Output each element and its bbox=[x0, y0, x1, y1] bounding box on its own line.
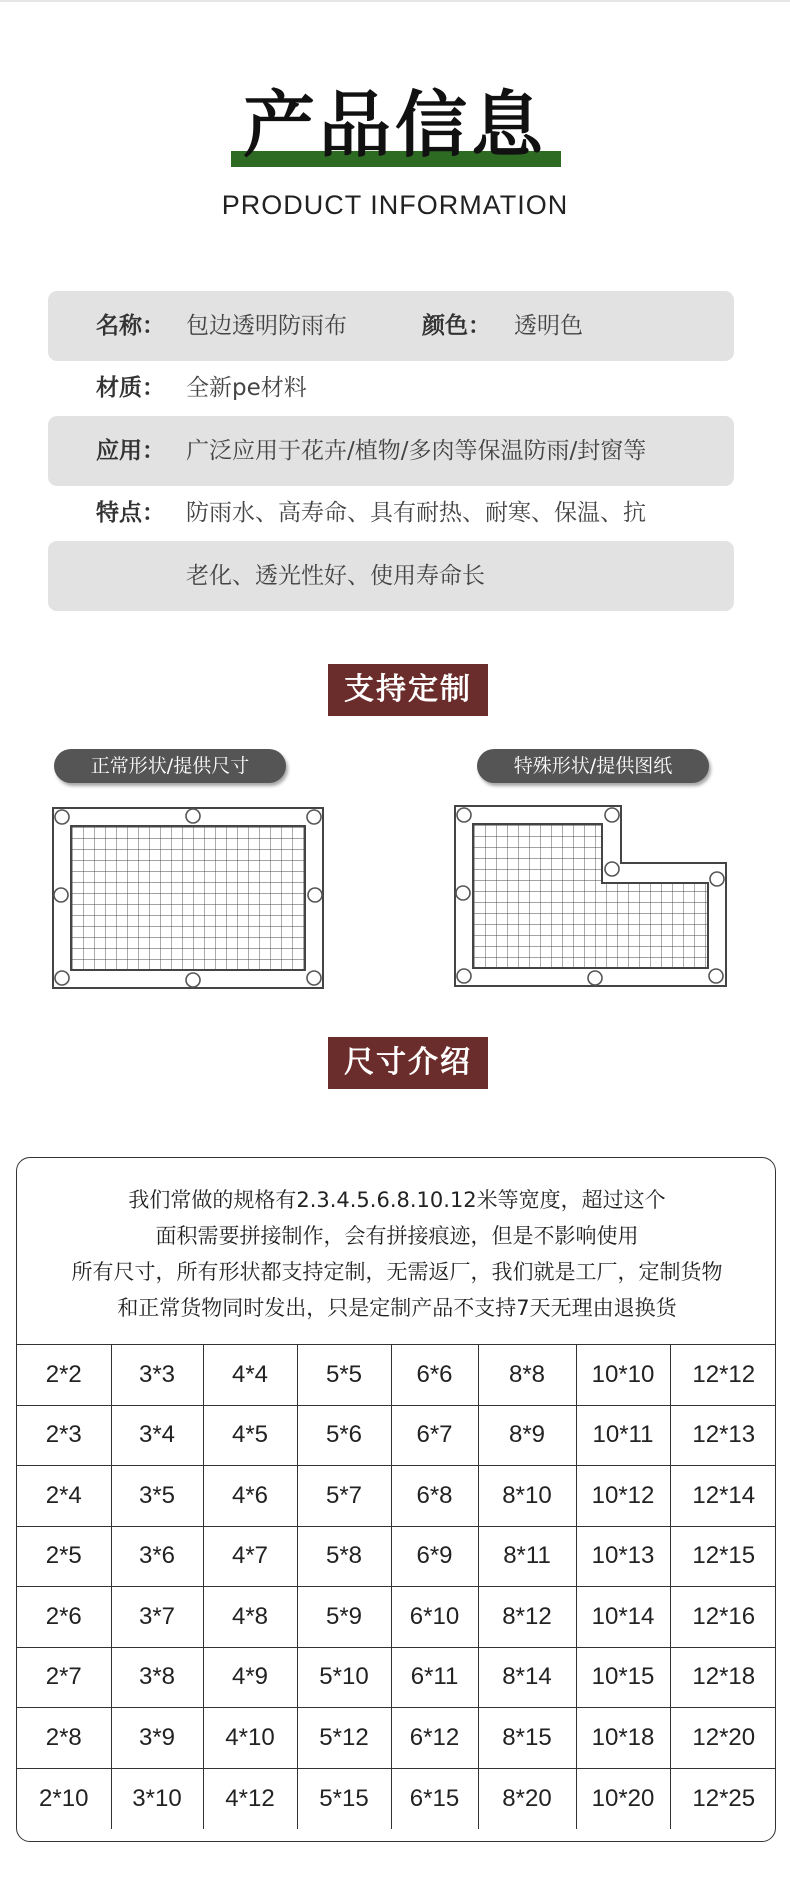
size-cell: 4*5 bbox=[203, 1405, 297, 1466]
sizes-badge: 尺寸介绍 bbox=[328, 1037, 488, 1089]
usage-label: 应用： bbox=[96, 438, 165, 464]
name-label: 名称： bbox=[96, 313, 165, 339]
size-cell: 6*8 bbox=[391, 1466, 478, 1527]
size-cell: 5*15 bbox=[297, 1768, 391, 1829]
size-cell: 8*14 bbox=[478, 1647, 576, 1708]
size-cell: 10*20 bbox=[576, 1768, 670, 1829]
page-title: 产品信息 bbox=[242, 83, 547, 167]
special-shape-label: 特殊形状/提供图纸 bbox=[477, 749, 709, 783]
size-note-line: 面积需要拼接制作，会有拼接痕迹，但是不影响使用 bbox=[155, 1224, 639, 1248]
table-row bbox=[17, 1526, 776, 1587]
usage-value: 广泛应用于花卉/植物/多肉等保温防雨/封窗等 bbox=[186, 438, 647, 464]
page-subtitle: PRODUCT INFORMATION bbox=[221, 190, 569, 220]
size-note-line: 和正常货物同时发出，只是定制产品不支持7天无理由退换货 bbox=[117, 1296, 677, 1320]
size-cell: 12*20 bbox=[670, 1708, 776, 1769]
size-cell: 5*5 bbox=[297, 1345, 391, 1406]
size-cell: 5*6 bbox=[297, 1405, 391, 1466]
size-cell: 3*7 bbox=[111, 1587, 203, 1648]
size-cell: 2*8 bbox=[17, 1708, 111, 1769]
size-cell: 4*6 bbox=[203, 1466, 297, 1527]
size-cell: 5*7 bbox=[297, 1466, 391, 1527]
name-value: 包边透明防雨布 bbox=[186, 313, 347, 339]
info-row-usage bbox=[48, 416, 734, 486]
size-cell: 4*8 bbox=[203, 1587, 297, 1648]
top-divider bbox=[0, 0, 790, 2]
size-cell: 10*15 bbox=[576, 1647, 670, 1708]
size-cell: 12*15 bbox=[670, 1526, 776, 1587]
size-cell: 2*6 bbox=[17, 1587, 111, 1648]
table-row bbox=[17, 1587, 776, 1648]
size-cell: 3*5 bbox=[111, 1466, 203, 1527]
size-note-line: 所有尺寸，所有形状都支持定制，无需返厂，我们就是工厂，定制货物 bbox=[71, 1260, 723, 1284]
size-cell: 12*25 bbox=[670, 1768, 776, 1829]
color-value: 透明色 bbox=[514, 313, 583, 339]
size-cell: 2*10 bbox=[17, 1768, 111, 1829]
size-cell: 10*12 bbox=[576, 1466, 670, 1527]
size-note-line: 我们常做的规格有2.3.4.5.6.8.10.12米等宽度，超过这个 bbox=[128, 1188, 666, 1212]
info-row-name-color bbox=[48, 291, 734, 361]
info-row-feature-cont bbox=[48, 541, 734, 611]
title-wrap bbox=[0, 80, 790, 170]
size-cell: 10*14 bbox=[576, 1587, 670, 1648]
size-cell: 12*16 bbox=[670, 1587, 776, 1648]
table-row bbox=[17, 1768, 776, 1829]
custom-badge: 支持定制 bbox=[328, 664, 488, 716]
size-cell: 2*2 bbox=[17, 1345, 111, 1406]
size-cell: 12*18 bbox=[670, 1647, 776, 1708]
size-cell: 6*12 bbox=[391, 1708, 478, 1769]
size-cell: 6*15 bbox=[391, 1768, 478, 1829]
size-cell: 10*11 bbox=[576, 1405, 670, 1466]
table-row bbox=[17, 1647, 776, 1708]
size-cell: 3*10 bbox=[111, 1768, 203, 1829]
info-row-feature bbox=[48, 478, 734, 548]
table-row bbox=[17, 1708, 776, 1769]
size-cell: 3*9 bbox=[111, 1708, 203, 1769]
size-cell: 8*9 bbox=[478, 1405, 576, 1466]
size-cell: 6*10 bbox=[391, 1587, 478, 1648]
size-cell: 5*10 bbox=[297, 1647, 391, 1708]
size-cell: 12*13 bbox=[670, 1405, 776, 1466]
size-cell: 4*4 bbox=[203, 1345, 297, 1406]
size-cell: 2*3 bbox=[17, 1405, 111, 1466]
size-cell: 12*14 bbox=[670, 1466, 776, 1527]
material-value: 全新pe材料 bbox=[186, 375, 307, 401]
size-cell: 10*18 bbox=[576, 1708, 670, 1769]
size-info-box bbox=[16, 1157, 776, 1842]
size-cell: 4*9 bbox=[203, 1647, 297, 1708]
size-cell: 5*12 bbox=[297, 1708, 391, 1769]
size-cell: 8*12 bbox=[478, 1587, 576, 1648]
size-cell: 4*12 bbox=[203, 1768, 297, 1829]
size-cell: 3*3 bbox=[111, 1345, 203, 1406]
size-cell: 3*6 bbox=[111, 1526, 203, 1587]
size-cell: 3*8 bbox=[111, 1647, 203, 1708]
feature-value-line2: 老化、透光性好、使用寿命长 bbox=[186, 563, 485, 589]
normal-shape-label: 正常形状/提供尺寸 bbox=[54, 749, 286, 783]
size-cell: 8*15 bbox=[478, 1708, 576, 1769]
size-cell: 6*9 bbox=[391, 1526, 478, 1587]
color-label: 颜色： bbox=[422, 313, 491, 339]
special-shape-diagram bbox=[452, 803, 732, 993]
size-cell: 4*7 bbox=[203, 1526, 297, 1587]
size-cell: 8*10 bbox=[478, 1466, 576, 1527]
size-cell: 6*7 bbox=[391, 1405, 478, 1466]
size-cell: 3*4 bbox=[111, 1405, 203, 1466]
table-row bbox=[17, 1466, 776, 1527]
material-label: 材质： bbox=[96, 375, 165, 401]
info-row-material bbox=[48, 353, 734, 423]
size-cell: 5*9 bbox=[297, 1587, 391, 1648]
size-cell: 8*20 bbox=[478, 1768, 576, 1829]
size-cell: 8*8 bbox=[478, 1345, 576, 1406]
size-cell: 10*10 bbox=[576, 1345, 670, 1406]
normal-shape-diagram bbox=[50, 805, 330, 995]
size-cell: 5*8 bbox=[297, 1526, 391, 1587]
size-cell: 4*10 bbox=[203, 1708, 297, 1769]
size-cell: 12*12 bbox=[670, 1345, 776, 1406]
table-row bbox=[17, 1345, 776, 1406]
size-cell: 10*13 bbox=[576, 1526, 670, 1587]
size-cell: 6*11 bbox=[391, 1647, 478, 1708]
feature-value-line1: 防雨水、高寿命、具有耐热、耐寒、保温、抗 bbox=[186, 500, 646, 526]
table-row bbox=[17, 1405, 776, 1466]
size-cell: 6*6 bbox=[391, 1345, 478, 1406]
size-cell: 2*4 bbox=[17, 1466, 111, 1527]
size-table bbox=[17, 1344, 776, 1829]
size-cell: 2*5 bbox=[17, 1526, 111, 1587]
size-cell: 8*11 bbox=[478, 1526, 576, 1587]
size-notes bbox=[17, 1182, 776, 1326]
feature-label: 特点： bbox=[96, 500, 165, 526]
size-cell: 2*7 bbox=[17, 1647, 111, 1708]
